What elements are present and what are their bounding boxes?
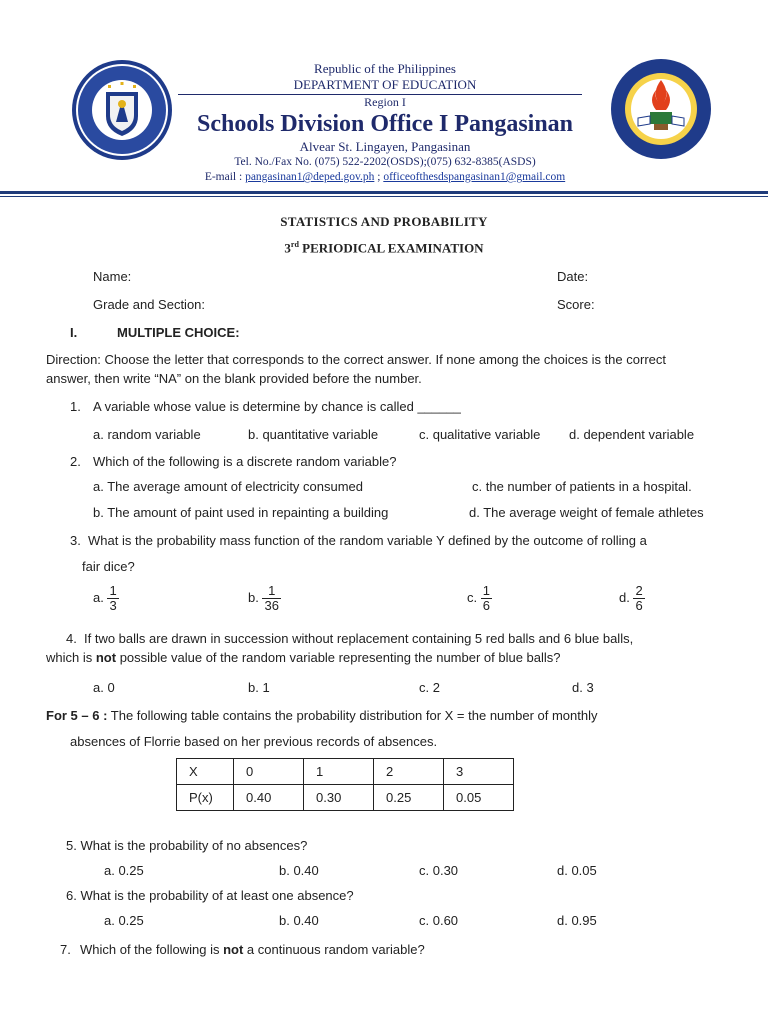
- q5-choice-c: c. 0.30: [419, 863, 459, 878]
- tel-text: Tel. No./Fax No. (075) 522-2202(OSDS);(075) 632-8385(ASDS): [234, 156, 536, 168]
- email-link-1[interactable]: pangasinan1@deped.gov.ph: [245, 171, 375, 183]
- q5-choice-b: b. 0.40: [279, 863, 319, 878]
- deped-seal-icon: [70, 58, 174, 162]
- direction-line-2: answer, then write “NA” on the blank provided before the number.: [46, 371, 422, 386]
- q7-text: [80, 942, 425, 957]
- q3-c-numerator: 1: [482, 583, 490, 598]
- q3-choice-c-label: c.: [467, 589, 478, 605]
- q3-b-numerator: 1: [262, 584, 280, 599]
- q5-choice-d: d. 0.05: [557, 863, 597, 878]
- q6-choice-d: d. 0.95: [557, 913, 597, 928]
- q3-choice-b-fraction: [262, 584, 280, 613]
- deped-seal-left: [70, 58, 174, 162]
- header-rule-thin: [0, 196, 768, 197]
- email-link-2[interactable]: officeofthesdspangasinan1@gmail.com: [383, 171, 566, 183]
- grade-section-label: Grade and Section:: [93, 297, 206, 312]
- address-text: Alvear St. Lingayen, Pangasinan: [299, 139, 471, 154]
- header-rule-thick: [0, 191, 768, 194]
- q7-number: 7.: [60, 942, 71, 957]
- direction-line-1: Direction: Choose the letter that corresponds to the correct answer. If none among the choices is the correct: [46, 352, 666, 367]
- q2-number: 2.: [70, 454, 81, 469]
- name-label: Name:: [93, 269, 132, 284]
- q6-choice-b: b. 0.40: [279, 913, 319, 928]
- q2-choice-c: c. the number of patients in a hospital.: [472, 479, 692, 494]
- q1-number: 1.: [70, 399, 81, 414]
- q5-choice-a: a. 0.25: [104, 863, 144, 878]
- q3-d-numerator: 2: [635, 583, 643, 598]
- division-seal-icon: [610, 58, 712, 160]
- q3-a-numerator: 1: [109, 583, 117, 598]
- region-text: Region I: [364, 95, 406, 109]
- table-cell: 3: [444, 759, 514, 785]
- q3-choice-c: [467, 584, 492, 613]
- email-line: [170, 171, 600, 183]
- email-separator: ;: [374, 171, 384, 183]
- q7-text-pre: Which of the following is: [80, 942, 224, 957]
- section-number: I.: [70, 325, 78, 340]
- period-suffix: rd: [290, 240, 299, 249]
- table-cell: 0: [234, 759, 304, 785]
- score-label: Score:: [557, 297, 595, 312]
- q4-choice-b: b. 1: [248, 680, 270, 695]
- q2-choice-a: a. The average amount of electricity consumed: [93, 479, 364, 494]
- q6-choice-a: a. 0.25: [104, 913, 144, 928]
- q5-text: 5. What is the probability of no absences?: [66, 838, 308, 853]
- division-seal-right: [610, 58, 712, 160]
- q2-choice-d: d. The average weight of female athletes: [469, 505, 704, 520]
- table-cell: 0.40: [234, 785, 304, 811]
- q1-choice-a: a. random variable: [93, 427, 201, 442]
- table-cell: 1: [304, 759, 374, 785]
- q4-text-pre: which is: [46, 650, 96, 665]
- department-text: DEPARTMENT OF EDUCATION: [293, 77, 477, 92]
- exam-subject: STATISTICS AND PROBABILITY: [280, 214, 488, 229]
- q3-choice-c-fraction: [481, 584, 492, 613]
- table-row-x: [177, 759, 514, 785]
- exam-period: [0, 240, 768, 256]
- table-row-px: [177, 785, 514, 811]
- q6-text: 6. What is the probability of at least one absence?: [66, 888, 354, 903]
- q3-choice-d-fraction: [633, 584, 644, 613]
- q3-choice-d-label: d.: [619, 589, 630, 605]
- republic-text: Republic of the Philippines: [314, 61, 456, 76]
- q3-choice-b-label: b.: [248, 589, 259, 605]
- q1-choice-c: c. qualitative variable: [419, 427, 541, 442]
- q3-choice-b: [248, 584, 281, 613]
- q3-text-line-1: What is the probability mass function of the random variable Y defined by the outcome of rolling a: [88, 533, 647, 548]
- section-title: MULTIPLE CHOICE:: [117, 325, 240, 340]
- q3-choice-d: [619, 584, 645, 613]
- probability-distribution-table: [176, 758, 514, 811]
- q1-choice-d: d. dependent variable: [569, 427, 695, 442]
- table-cell: P(x): [177, 785, 234, 811]
- period-number: 3: [284, 240, 291, 256]
- for-5-6-line-1: [46, 708, 598, 723]
- q7-text-not: not: [223, 942, 244, 957]
- q1-choice-b: b. quantitative variable: [248, 427, 379, 442]
- q2-choice-b: b. The amount of paint used in repainting a building: [93, 505, 389, 520]
- table-cell: X: [177, 759, 234, 785]
- period-rest: PERIODICAL EXAMINATION: [298, 240, 484, 256]
- q3-c-denominator: 6: [482, 598, 490, 613]
- q6-choice-c: c. 0.60: [419, 913, 459, 928]
- q3-a-denominator: 3: [109, 598, 117, 613]
- q3-number: 3.: [70, 533, 81, 548]
- table-cell: 0.05: [444, 785, 514, 811]
- q3-choice-a-fraction: [107, 584, 118, 613]
- for-5-6-label: For 5 – 6 :: [46, 708, 108, 723]
- q7-text-post: a continuous random variable?: [243, 942, 425, 957]
- q2-text: Which of the following is a discrete random variable?: [93, 454, 397, 469]
- for-5-6-line-2: absences of Florrie based on her previous records of absences.: [70, 734, 438, 749]
- table-cell: 0.25: [374, 785, 444, 811]
- q3-choice-a-label: a.: [93, 589, 104, 605]
- office-title: Schools Division Office I Pangasinan: [196, 111, 574, 137]
- q4-text-line-2: [46, 650, 561, 665]
- q3-d-denominator: 6: [635, 598, 643, 613]
- q4-text-post: possible value of the random variable representing the number of blue balls?: [116, 650, 561, 665]
- q4-text-line-1: If two balls are drawn in succession without replacement containing 5 red balls and 6 blue balls,: [84, 631, 634, 646]
- q4-number: 4.: [66, 631, 77, 646]
- q1-text: A variable whose value is determine by chance is called ______: [93, 399, 461, 414]
- email-label: E-mail :: [204, 171, 246, 183]
- q4-choice-c: c. 2: [419, 680, 440, 695]
- q4-choice-d: d. 3: [572, 680, 594, 695]
- q3-choice-a: [93, 584, 119, 613]
- table-cell: 0.30: [304, 785, 374, 811]
- q4-choice-a: a. 0: [93, 680, 115, 695]
- date-label: Date:: [557, 269, 589, 284]
- q3-b-denominator: 36: [264, 598, 279, 613]
- table-cell: 2: [374, 759, 444, 785]
- for-5-6-text: The following table contains the probability distribution for X = the number of monthly: [107, 708, 598, 723]
- q3-text-line-2: fair dice?: [82, 559, 135, 574]
- q4-text-not: not: [95, 650, 117, 665]
